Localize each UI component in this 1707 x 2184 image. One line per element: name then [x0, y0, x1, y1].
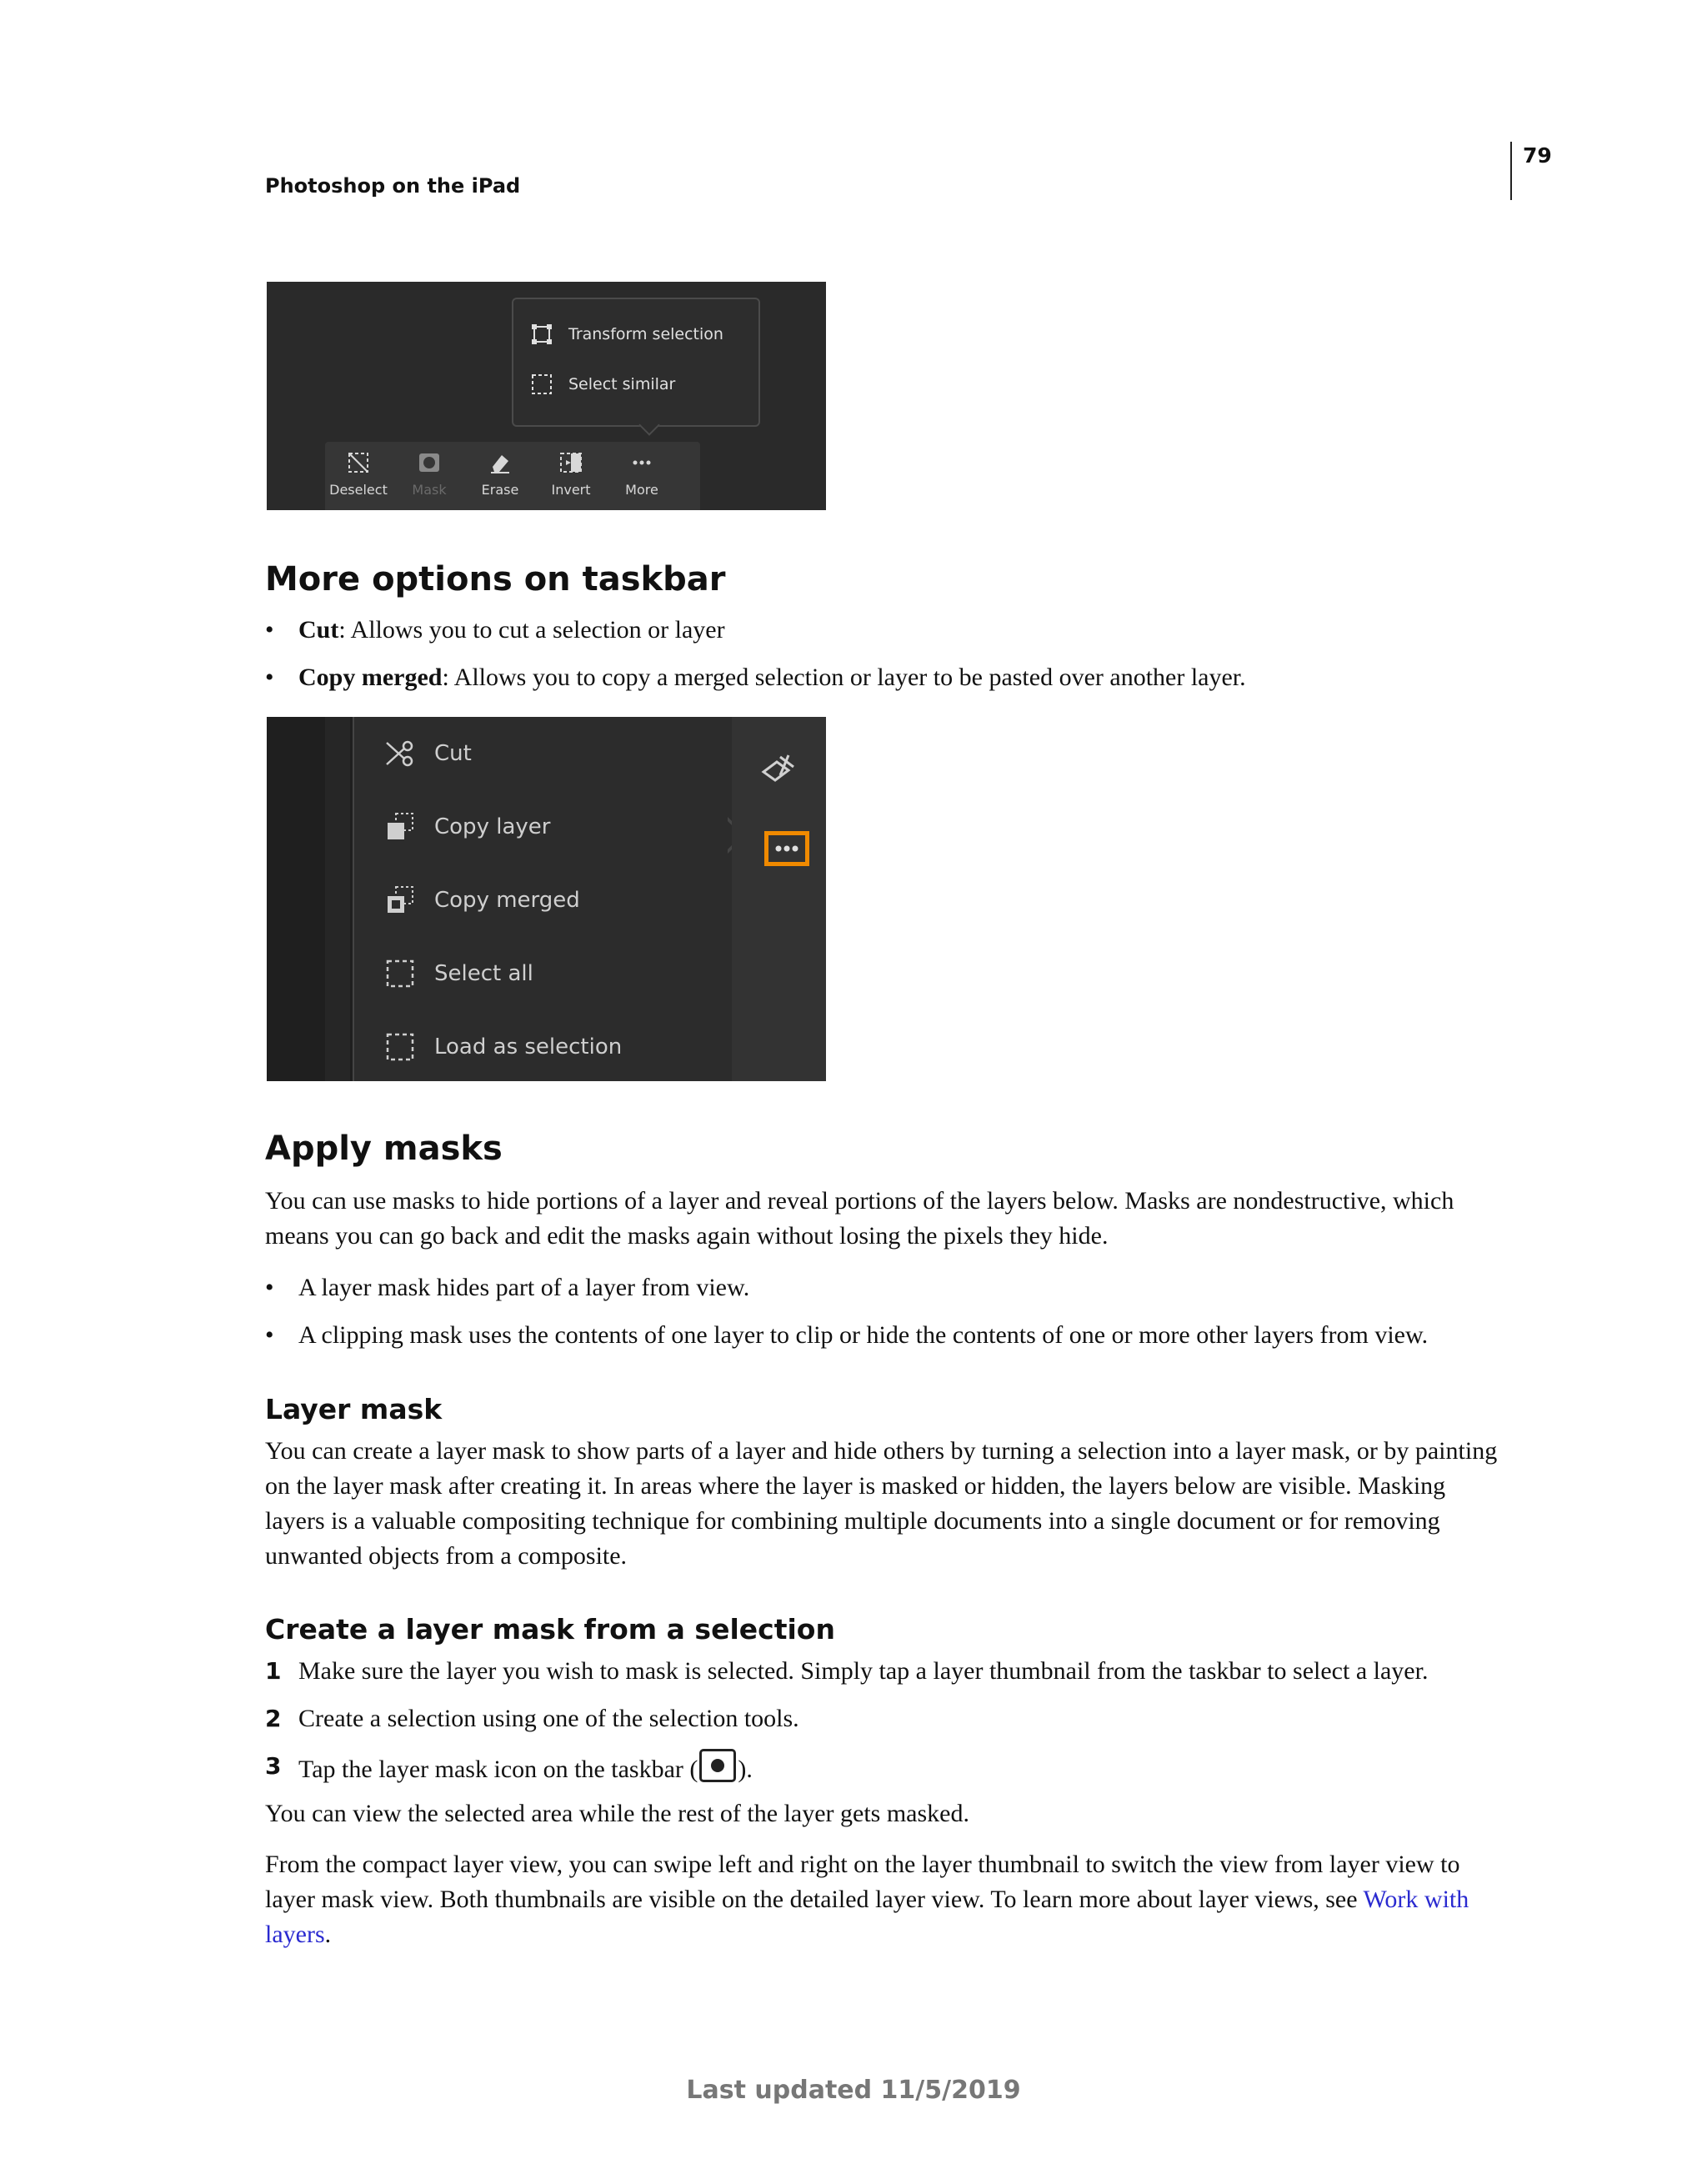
bullet-text: : Allows you to cut a selection or layer — [338, 616, 725, 644]
screenshot-selection-taskbar — [267, 282, 826, 510]
canvas-strip — [325, 717, 350, 1081]
section-heading-layer-mask: Layer mask — [265, 1393, 443, 1425]
step-text: Tap the layer mask icon on the taskbar ( — [298, 1756, 698, 1783]
load-selection-icon — [384, 1031, 416, 1063]
popover-item-select-similar[interactable] — [530, 368, 675, 401]
bullet-dot: • — [265, 616, 274, 644]
more-options-menu — [353, 717, 733, 1081]
menu-item-label: Load as selection — [434, 1034, 623, 1059]
popover-item-label: Select similar — [568, 375, 676, 393]
copy-merged-icon — [384, 884, 416, 916]
bullet-text: A clipping mask uses the contents of one layer to clip or hide the contents of one or more other layers from view. — [298, 1321, 1429, 1349]
transform-selection-icon — [530, 323, 553, 346]
step-number: 3 — [265, 1752, 282, 1780]
menu-item-label: Copy merged — [434, 888, 580, 913]
taskbar-label: More — [625, 482, 658, 498]
more-icon — [628, 448, 656, 477]
mask-button[interactable] — [396, 448, 463, 507]
bullet-text: A layer mask hides part of a layer from view. — [298, 1274, 750, 1301]
copy-layer-icon — [384, 811, 416, 843]
select-all-icon — [384, 958, 416, 989]
taskbar-label: Erase — [481, 482, 519, 498]
menu-item-label: Select all — [434, 961, 533, 986]
more-popover — [512, 298, 760, 427]
section-heading-create-mask: Create a layer mask from a selection — [265, 1613, 835, 1646]
section-heading-apply-masks: Apply masks — [265, 1130, 503, 1168]
mask-icon — [415, 448, 443, 477]
selection-taskbar — [325, 442, 700, 510]
menu-item-select-all[interactable] — [384, 949, 533, 999]
deselect-button[interactable] — [325, 448, 392, 507]
taskbar-label: Mask — [412, 482, 447, 498]
bullet-term: Cut — [298, 616, 339, 644]
select-similar-icon — [530, 373, 553, 396]
work-with-layers-link[interactable]: Work with layers — [265, 1886, 1469, 1948]
layer-mask-paragraph: You can create a layer mask to show parts of a layer and hide others by turning a selection into a layer mask, or by painting on the layer mask after creating it. In areas where the layer is masked or hidden, the layers below are visible. Masking layers is a valuable compositing technique for combining multiple documents into a single document or for removing unwanted objects from a composite. — [265, 1437, 1498, 1570]
erase-button[interactable] — [467, 448, 533, 507]
final-paragraph-end: . — [324, 1921, 332, 1948]
menu-item-load-as-selection[interactable] — [384, 1022, 622, 1072]
popover-item-label: Transform selection — [568, 325, 723, 343]
apply-masks-intro: You can use masks to hide portions of a layer and reveal portions of the layers below. Masks are nondestructive, which means you can go back and edit the masks again without losing the pixels they hide. — [265, 1187, 1454, 1250]
step-text: Make sure the layer you wish to mask is selected. Simply tap a layer thumbnail from the taskbar to select a layer. — [298, 1657, 1429, 1685]
step-number: 1 — [265, 1657, 282, 1685]
bullet-text: : Allows you to copy a merged selection or layer to be pasted over another layer. — [442, 664, 1246, 691]
final-paragraph — [265, 1847, 1499, 1952]
after-steps-paragraph: You can view the selected area while the rest of the layer gets masked. — [265, 1800, 969, 1827]
section-heading-more-options: More options on taskbar — [265, 560, 726, 599]
screenshot-more-options-menu — [267, 717, 826, 1081]
menu-item-label: Cut — [434, 741, 472, 766]
header-rule — [1510, 142, 1512, 200]
eraser-icon — [486, 448, 514, 477]
more-button[interactable] — [608, 448, 675, 507]
side-rail — [732, 717, 826, 1081]
taskbar-label: Invert — [551, 482, 591, 498]
menu-item-copy-merged[interactable] — [384, 875, 580, 925]
final-paragraph-text: From the compact layer view, you can swipe left and right on the layer thumbnail to switch the view from layer view to layer mask view. Both thumbnails are visible on the detailed layer view. To learn more about layer views, see — [265, 1851, 1460, 1913]
running-head: Photoshop on the iPad — [265, 174, 521, 198]
bullet-dot: • — [265, 1321, 274, 1349]
layer-mask-icon — [699, 1749, 736, 1782]
footer-last-updated: Last updated 11/5/2019 — [686, 2076, 1021, 2105]
step-text-end: ). — [738, 1756, 753, 1783]
bullet-dot: • — [265, 1274, 274, 1301]
step-number: 2 — [265, 1705, 282, 1732]
invert-button[interactable] — [538, 448, 604, 507]
taskbar-label: Deselect — [329, 482, 388, 498]
deselect-icon — [344, 448, 373, 477]
more-icon — [772, 843, 802, 854]
scissors-icon — [384, 738, 416, 769]
menu-item-copy-layer[interactable] — [384, 802, 550, 852]
eraser-icon[interactable] — [760, 750, 798, 792]
menu-item-cut[interactable] — [384, 729, 472, 779]
bullet-term: Copy merged — [298, 664, 443, 691]
popover-item-transform-selection[interactable] — [530, 318, 723, 351]
menu-item-label: Copy layer — [434, 814, 551, 839]
page-number: 79 — [1523, 143, 1552, 168]
more-button-highlighted[interactable] — [764, 831, 809, 866]
step-text: Create a selection using one of the selection tools. — [298, 1705, 799, 1732]
bullet-dot: • — [265, 664, 274, 691]
invert-icon — [557, 448, 585, 477]
